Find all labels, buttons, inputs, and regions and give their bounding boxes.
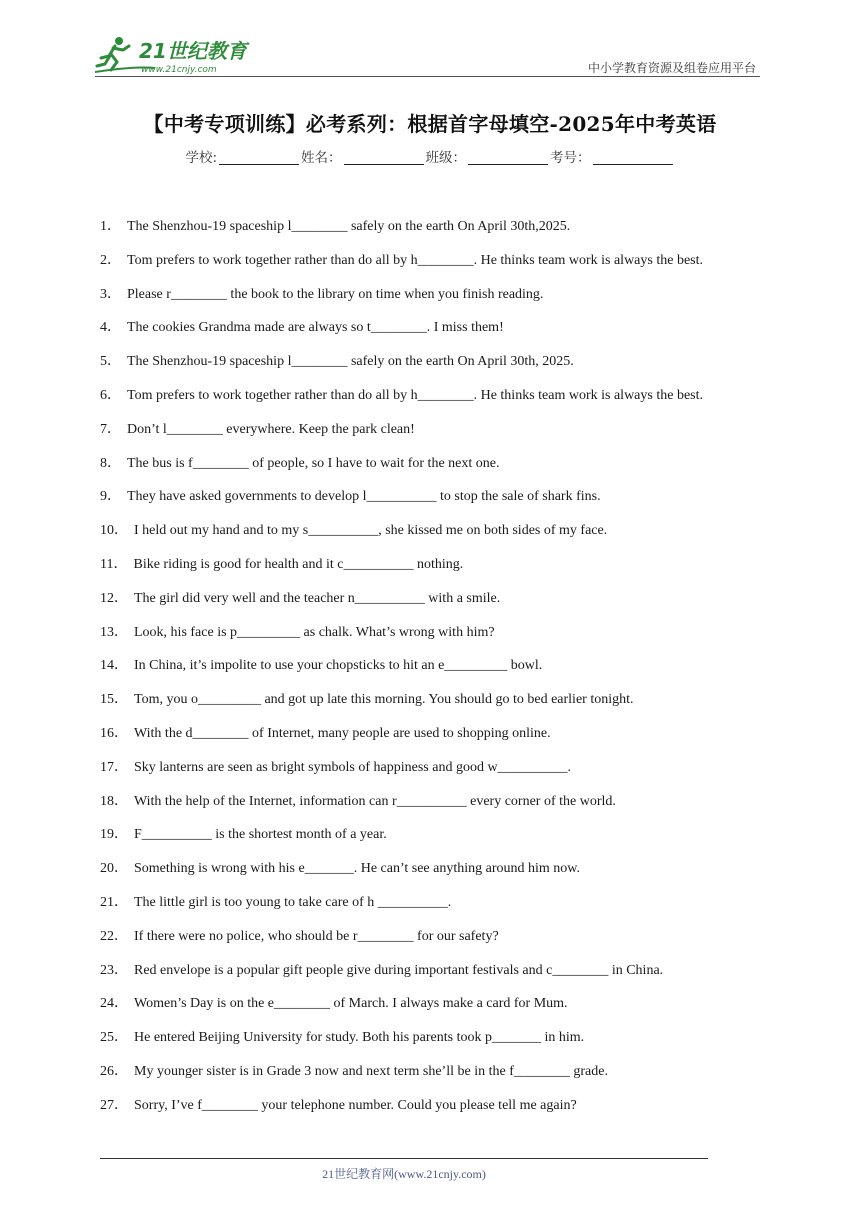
question-item — [100, 1097, 760, 1131]
question-text: Please r________ the book to the library on time when you finish reading. — [127, 286, 544, 302]
question-item — [100, 928, 760, 962]
number-label: 考号： — [550, 150, 591, 166]
question-number: 19． — [100, 827, 128, 843]
student-info-line — [0, 146, 860, 166]
question-text: Tom prefers to work together rather than do all by h________. He thinks team work is always the best. — [127, 387, 703, 403]
question-text: The little girl is too young to take care of h __________. — [134, 894, 452, 910]
question-item — [100, 387, 760, 421]
question-item — [100, 1029, 760, 1063]
question-number: 7． — [100, 421, 121, 437]
question-text: Look, his face is p_________ as chalk. What’s wrong with him? — [134, 624, 495, 640]
logo-url: www.21cnjy.com — [141, 65, 217, 75]
question-item — [100, 218, 760, 252]
question-number: 26． — [100, 1063, 128, 1079]
question-text: Tom prefers to work together rather than do all by h________. He thinks team work is always the best. — [127, 252, 703, 268]
school-blank — [219, 151, 299, 165]
question-number: 20． — [100, 861, 128, 877]
question-item — [100, 657, 760, 691]
question-item — [100, 455, 760, 489]
question-text: If there were no police, who should be r________ for our safety? — [134, 928, 499, 944]
question-text: Sky lanterns are seen as bright symbols of happiness and good w__________. — [134, 759, 572, 775]
question-number: 4． — [100, 320, 121, 336]
question-item — [100, 725, 760, 759]
question-number: 2． — [100, 252, 121, 268]
question-item — [100, 590, 760, 624]
question-text: F__________ is the shortest month of a year. — [134, 827, 387, 843]
question-text: Tom, you o_________ and got up late this morning. You should go to bed earlier tonight. — [134, 692, 634, 708]
name-label: 姓名： — [301, 150, 342, 166]
question-number: 6． — [100, 387, 121, 403]
question-text: The Shenzhou-19 spaceship l________ safely on the earth On April 30th,2025. — [127, 219, 571, 234]
question-number: 27． — [100, 1097, 128, 1113]
question-item — [100, 353, 760, 387]
question-list — [100, 218, 760, 1131]
question-number: 11． — [100, 556, 128, 572]
question-text: Women’s Day is on the e________ of March. I always make a card for Mum. — [134, 996, 568, 1012]
question-text: Red envelope is a popular gift people give during important festivals and c________ in China. — [134, 962, 664, 978]
question-number: 13． — [100, 624, 128, 640]
name-blank — [344, 151, 424, 165]
question-item — [100, 1063, 760, 1097]
question-item — [100, 995, 760, 1029]
question-number: 23． — [100, 962, 128, 978]
question-number: 8． — [100, 455, 121, 471]
question-number: 21． — [100, 894, 128, 910]
question-text: The bus is f________ of people, so I have to wait for the next one. — [127, 455, 500, 471]
question-item — [100, 286, 760, 320]
question-number: 3． — [100, 286, 121, 302]
question-item — [100, 860, 760, 894]
question-text: I held out my hand and to my s__________, she kissed me on both sides of my face. — [134, 523, 608, 539]
question-item — [100, 962, 760, 996]
question-text: The Shenzhou-19 spaceship l________ safely on the earth On April 30th, 2025. — [127, 354, 574, 370]
page-title: 【中考专项训练】必考系列：根据首字母填空-2025年中考英语 — [143, 112, 717, 136]
question-text: The cookies Grandma made are always so t________. I miss them! — [127, 320, 504, 336]
question-number: 18． — [100, 793, 128, 809]
question-number: 14． — [100, 658, 128, 674]
question-number: 22． — [100, 928, 128, 944]
question-text: With the d________ of Internet, many people are used to shopping online. — [134, 725, 551, 741]
question-number: 10． — [100, 523, 128, 539]
question-text: In China, it’s impolite to use your chopsticks to hit an e_________ bowl. — [134, 658, 543, 674]
question-item — [100, 488, 760, 522]
question-text: He entered Beijing University for study. Both his parents took p_______ in him. — [134, 1030, 585, 1046]
question-text: My younger sister is in Grade 3 now and next term she’ll be in the f________ grade. — [134, 1063, 608, 1079]
runner-logo-icon — [95, 34, 265, 76]
question-number: 16． — [100, 725, 128, 741]
question-number: 24． — [100, 996, 128, 1012]
question-item — [100, 691, 760, 725]
question-item — [100, 894, 760, 928]
footer-text: 21世纪教育网(www.21cnjy.com) — [322, 1167, 486, 1181]
question-item — [100, 556, 760, 590]
question-item — [100, 826, 760, 860]
question-number: 5． — [100, 354, 121, 370]
question-item — [100, 252, 760, 286]
school-label: 学校: — [185, 150, 218, 166]
platform-name: 中小学教育资源及组卷应用平台 — [587, 61, 756, 75]
question-number: 25． — [100, 1030, 128, 1046]
question-number: 9． — [100, 489, 121, 505]
class-label: 班级： — [425, 150, 467, 166]
question-text: Don’t l________ everywhere. Keep the park clean! — [127, 421, 415, 437]
question-item — [100, 522, 760, 556]
logo-text: 21世纪教育 — [139, 39, 247, 63]
page-header — [95, 34, 760, 78]
question-item — [100, 793, 760, 827]
question-text: Something is wrong with his e_______. He can’t see anything around him now. — [134, 861, 580, 877]
question-item — [100, 759, 760, 793]
header-divider — [95, 76, 760, 77]
logo — [95, 34, 265, 76]
question-item — [100, 624, 760, 658]
question-number: 15． — [100, 692, 128, 708]
question-text: Sorry, I’ve f________ your telephone number. Could you please tell me again? — [134, 1097, 577, 1113]
number-blank — [593, 151, 673, 165]
class-blank — [468, 151, 548, 165]
footer-divider — [100, 1158, 708, 1159]
question-text: With the help of the Internet, information can r__________ every corner of the world. — [134, 793, 616, 809]
question-text: The girl did very well and the teacher n__________ with a smile. — [134, 590, 501, 606]
question-number: 12． — [100, 590, 128, 606]
question-item — [100, 319, 760, 353]
question-text: They have asked governments to develop l__________ to stop the sale of shark fins. — [127, 489, 601, 505]
question-number: 17． — [100, 759, 128, 775]
question-number: 1． — [100, 219, 121, 234]
question-text: Bike riding is good for health and it c__________ nothing. — [133, 556, 464, 572]
question-item — [100, 421, 760, 455]
